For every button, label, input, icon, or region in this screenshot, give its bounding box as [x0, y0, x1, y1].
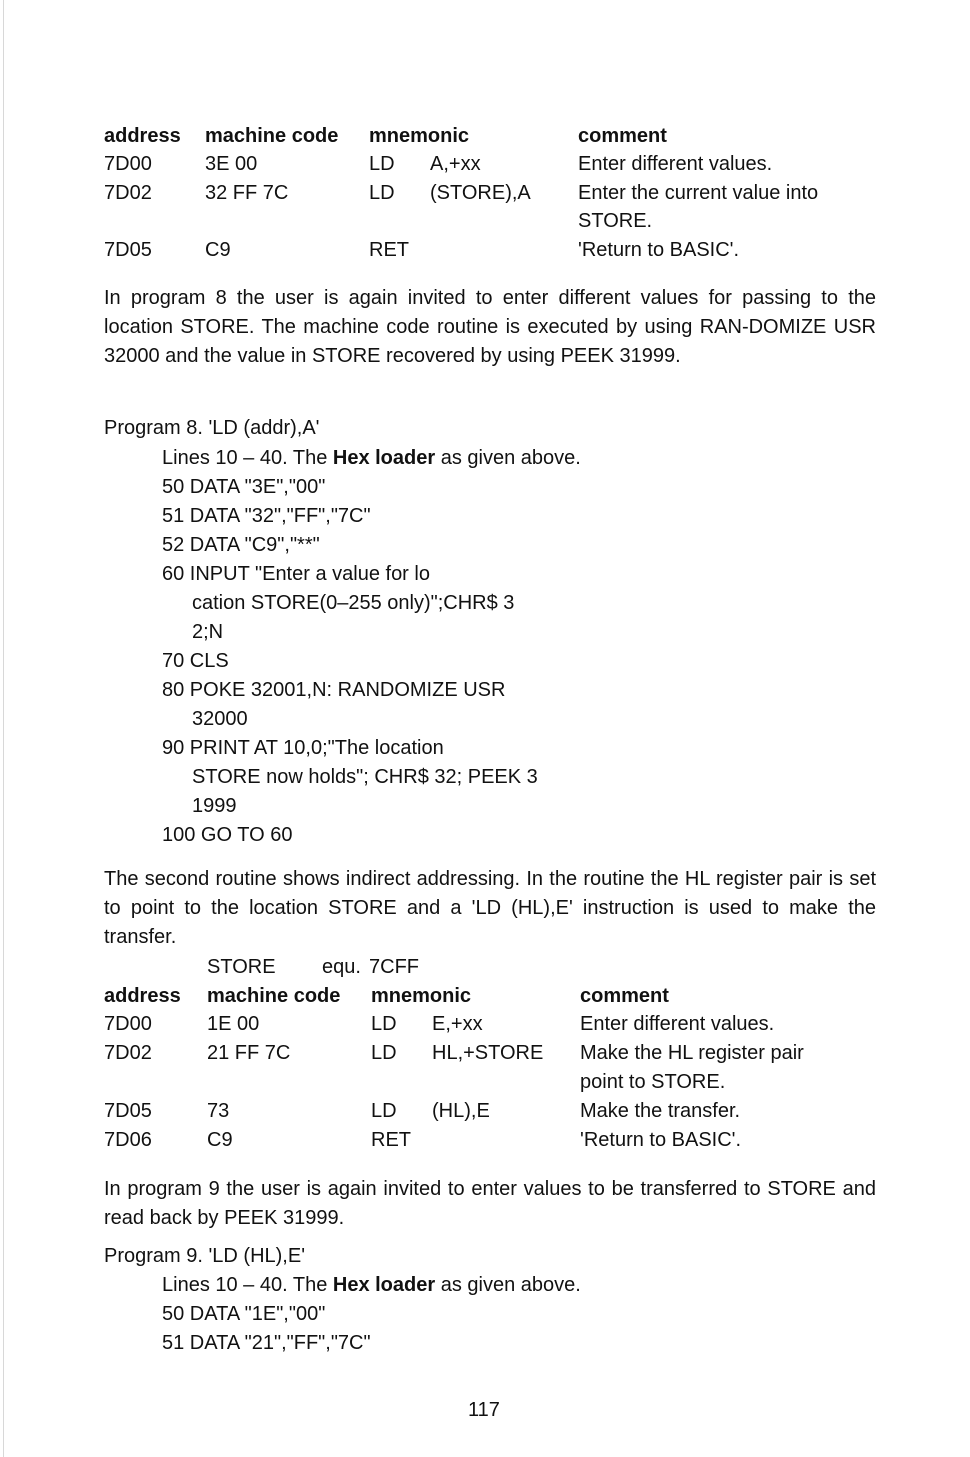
- cell-operand: (STORE),A: [430, 182, 531, 204]
- cell-comment: 'Return to BASIC'.: [578, 239, 740, 261]
- cell-comment-cont: point to STORE.: [580, 1071, 726, 1093]
- cell-opcode: RET: [371, 1129, 411, 1151]
- cell-address: 7D05: [104, 239, 152, 261]
- lines-note-text: Lines 10 – 40. The: [162, 1274, 333, 1296]
- code-line: 100 GO TO 60: [162, 824, 293, 846]
- col-header-machine-code: machine code: [207, 985, 341, 1007]
- equ-directive: equ.: [322, 956, 361, 978]
- lines-note-text: as given above.: [435, 447, 581, 469]
- cell-operand: A,+xx: [430, 153, 481, 175]
- cell-machine-code: 1E 00: [207, 1013, 260, 1035]
- code-line-cont: STORE now holds"; CHR$ 32; PEEK 3: [192, 766, 538, 788]
- equ-name: STORE: [207, 956, 276, 978]
- cell-address: 7D05: [104, 1100, 152, 1122]
- cell-address: 7D02: [104, 1042, 152, 1064]
- code-line: 60 INPUT "Enter a value for lo: [162, 563, 430, 585]
- code-line: 52 DATA "C9","**": [162, 534, 320, 556]
- code-line: 70 CLS: [162, 650, 229, 672]
- hex-loader-label: Hex loader: [332, 447, 436, 469]
- code-line: 80 POKE 32001,N: RANDOMIZE USR: [162, 679, 506, 701]
- hex-loader-label: Hex loader: [332, 1274, 436, 1296]
- cell-comment: 'Return to BASIC'.: [580, 1129, 742, 1151]
- code-line-cont: 32000: [192, 708, 248, 730]
- cell-address: 7D06: [104, 1129, 152, 1151]
- program-9-lines-note: [162, 1271, 581, 1300]
- cell-opcode: LD: [371, 1100, 397, 1122]
- cell-operand: (HL),E: [432, 1100, 490, 1122]
- col-header-machine-code: machine code: [205, 125, 339, 147]
- code-line: 51 DATA "32","FF","7C": [162, 505, 371, 527]
- cell-machine-code: 32 FF 7C: [205, 182, 289, 204]
- col-header-mnemonic: mnemonic: [371, 985, 472, 1007]
- cell-comment-cont: STORE.: [578, 210, 653, 232]
- cell-machine-code: 3E 00: [205, 153, 258, 175]
- cell-opcode: LD: [371, 1042, 397, 1064]
- cell-opcode: RET: [369, 239, 409, 261]
- cell-machine-code: 21 FF 7C: [207, 1042, 291, 1064]
- cell-opcode: LD: [371, 1013, 397, 1035]
- equ-value: 7CFF: [369, 956, 419, 978]
- cell-address: 7D00: [104, 1013, 152, 1035]
- code-line: 50 DATA "3E","00": [162, 476, 326, 498]
- code-line-cont: 1999: [192, 795, 237, 817]
- code-line: 51 DATA "21","FF","7C": [162, 1332, 371, 1354]
- code-line-cont: cation STORE(0–255 only)";CHR$ 3: [192, 592, 515, 614]
- col-header-comment: comment: [580, 985, 669, 1007]
- code-line-cont: 2;N: [192, 621, 224, 643]
- program-8-title: Program 8. 'LD (addr),A': [104, 417, 320, 439]
- col-header-comment: comment: [578, 125, 667, 147]
- cell-machine-code: 73: [207, 1100, 230, 1122]
- cell-address: 7D02: [104, 182, 152, 204]
- cell-comment: Enter different values.: [578, 153, 773, 175]
- page-edge: [3, 0, 4, 1457]
- col-header-address: address: [104, 125, 181, 147]
- paragraph-program-9-intro: In program 9 the user is again invited to enter values to be transferred to STORE and read back by PEEK 31999.: [104, 1178, 876, 1229]
- cell-machine-code: C9: [207, 1129, 233, 1151]
- cell-operand: HL,+STORE: [432, 1042, 544, 1064]
- lines-note-text: Lines 10 – 40. The: [162, 447, 333, 469]
- cell-comment: Enter different values.: [580, 1013, 775, 1035]
- lines-note-text: as given above.: [435, 1274, 581, 1296]
- code-line: 90 PRINT AT 10,0;"The location: [162, 737, 444, 759]
- cell-address: 7D00: [104, 153, 152, 175]
- cell-opcode: LD: [369, 182, 395, 204]
- page-number: 117: [468, 1399, 500, 1421]
- program-9-title: Program 9. 'LD (HL),E': [104, 1245, 306, 1267]
- cell-comment: Make the HL register pair: [580, 1042, 804, 1064]
- cell-comment: Enter the current value into: [578, 182, 819, 204]
- paragraph-program-8-intro: In program 8 the user is again invited to enter different values for passing to the location STORE. The machine code routine is executed by using RAN-DOMIZE USR 32000 and the value in STORE recovered by using PEEK 31999.: [104, 287, 876, 367]
- col-header-mnemonic: mnemonic: [369, 125, 470, 147]
- cell-opcode: LD: [369, 153, 395, 175]
- cell-operand: E,+xx: [432, 1013, 483, 1035]
- program-8-lines-note: [162, 444, 581, 473]
- cell-comment: Make the transfer.: [580, 1100, 741, 1122]
- col-header-address: address: [104, 985, 181, 1007]
- paragraph-indirect-addressing: The second routine shows indirect addressing. In the routine the HL register pair is set to point to the location STORE and a 'LD (HL),E' instruction is used to make the transfer.: [104, 868, 876, 948]
- code-line: 50 DATA "1E","00": [162, 1303, 326, 1325]
- cell-machine-code: C9: [205, 239, 231, 261]
